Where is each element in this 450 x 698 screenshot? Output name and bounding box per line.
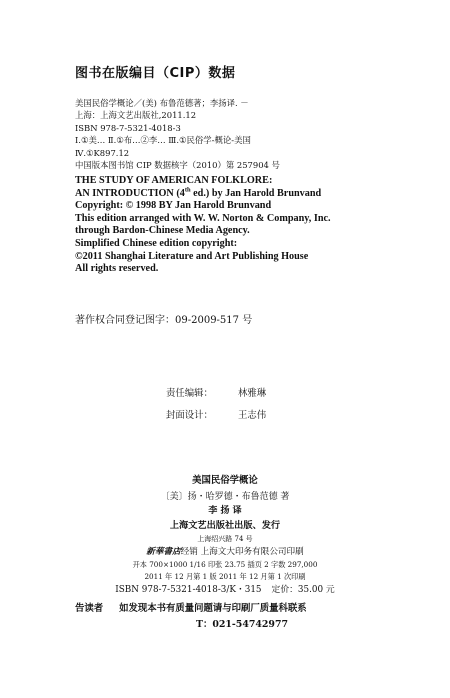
cip-line: 中国版本图书馆 CIP 数据核字（2010）第 257904 号 xyxy=(75,160,280,171)
english-title-line: THE STUDY OF AMERICAN FOLKLORE: xyxy=(75,175,273,186)
translator-line: 李 扬 译 xyxy=(208,506,242,516)
publisher-address: 上海绍兴路 74 号 xyxy=(197,535,253,543)
edition-date: 2011 年 12 月第 1 版 2011 年 12 月第 1 次印刷 xyxy=(144,572,306,581)
format-spec: 开本 700×1000 1/16 印张 23.75 插页 2 字数 297,000 xyxy=(132,560,318,569)
cip-line: Ⅰ.①美… Ⅱ.①布…②李… Ⅲ.①民俗学-概论-美国 xyxy=(75,135,251,146)
colophon xyxy=(0,474,450,597)
cip-line: 上海：上海文艺出版社,2011.12 xyxy=(75,110,197,121)
book-title: 美国民俗学概论 xyxy=(192,475,258,486)
cip-line: ISBN 978-7-5321-4018-3 xyxy=(75,122,181,133)
english-rights-block xyxy=(75,175,331,276)
english-line: through Bardon-Chinese Media Agency. xyxy=(75,225,250,237)
reader-notice: 告读者 如发现本书有质量问题请与印刷厂质量科联系 xyxy=(75,603,307,614)
notice-phone: T：021-54742977 xyxy=(196,619,288,630)
cip-heading: 图书在版编目（CIP）数据 xyxy=(75,66,236,81)
xinhua-logo: 新華書店 xyxy=(146,547,181,557)
cip-data-block xyxy=(75,97,280,171)
english-line: This edition arranged with W. W. Norton & Company, Inc. xyxy=(75,212,331,224)
cip-line: Ⅳ.①K897.12 xyxy=(75,147,130,158)
cip-line: 美国民俗学概论／(美) 布鲁范德著；李扬译. － xyxy=(75,98,249,108)
publisher-line: 上海文艺出版社出版、发行 xyxy=(169,520,281,531)
english-line: All rights reserved. xyxy=(75,263,159,275)
contract-registration: 著作权合同登记图字：09-2009-517 号 xyxy=(75,315,253,326)
english-edition-line: AN INTRODUCTION (4th ed.) by Jan Harold Brunvand xyxy=(75,186,322,199)
english-line: ©2011 Shanghai Literature and Art Publishing House xyxy=(75,250,309,262)
isbn-price-line: ISBN 978-7-5321-4018-3/K・315 定价：35.00 元 xyxy=(115,585,335,595)
distribution-line: 新華書店经销 上海文大印务有限公司印刷 xyxy=(146,547,304,557)
english-line: Copyright: © 1998 BY Jan Harold Brunvand xyxy=(75,200,272,212)
editor-credit: 责任编辑： 林雅琳 xyxy=(166,388,267,399)
cover-design-credit: 封面设计： 王志伟 xyxy=(166,410,267,421)
credits-block xyxy=(166,383,266,427)
english-line: Simplified Chinese edition copyright: xyxy=(75,237,238,249)
author-line: 〔美〕扬・哈罗德・布鲁范德 著 xyxy=(160,492,290,502)
